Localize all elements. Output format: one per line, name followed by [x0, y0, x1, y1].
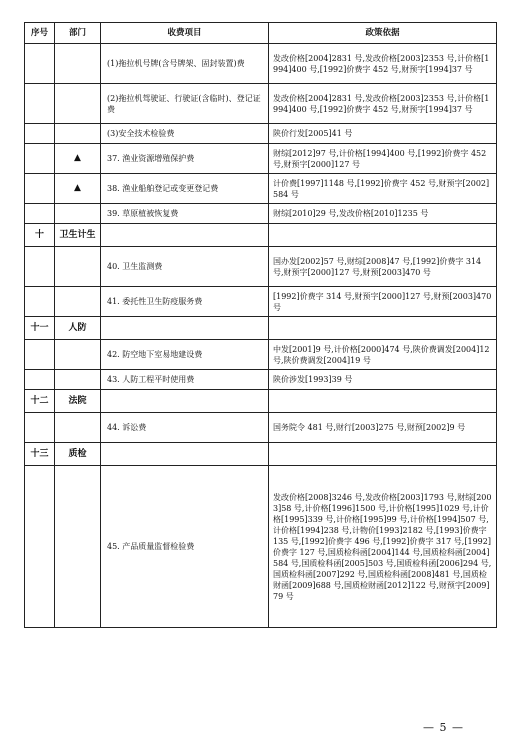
dept-cell: 卫生计生 — [55, 224, 101, 247]
table-body — [25, 44, 497, 628]
basis-cell: 财综[2012]97 号,计价格[1994]400 号,[1992]价费字 452 号,财预字[2000]127 号 — [269, 144, 497, 174]
section-row — [25, 390, 497, 413]
seq-cell — [25, 287, 55, 317]
header-seq: 序号 — [25, 23, 55, 44]
table-row — [25, 466, 497, 628]
table-row — [25, 144, 497, 174]
seq-cell — [25, 174, 55, 204]
item-cell: 43. 人防工程平时使用费 — [101, 370, 269, 390]
dept-cell — [55, 247, 101, 287]
dept-cell — [55, 287, 101, 317]
seq-cell — [25, 204, 55, 224]
item-cell: 39. 草原植被恢复费 — [101, 204, 269, 224]
seq-cell — [25, 144, 55, 174]
basis-cell — [269, 317, 497, 340]
header-dept: 部门 — [55, 23, 101, 44]
seq-cell — [25, 340, 55, 370]
basis-cell: 发改价格[2004]2831 号,发改价格[2003]2353 号,计价格[1994]400 号,[1992]价费字 452 号,财预字[1994]37 号 — [269, 84, 497, 124]
table-row — [25, 204, 497, 224]
basis-cell — [269, 224, 497, 247]
seq-cell: 十三 — [25, 443, 55, 466]
item-cell: 37. 渔业资源增殖保护费 — [101, 144, 269, 174]
table-row — [25, 247, 497, 287]
table-row — [25, 44, 497, 84]
seq-cell — [25, 466, 55, 628]
header-item: 收费项目 — [101, 23, 269, 44]
item-cell — [101, 317, 269, 340]
basis-cell: 财综[2010]29 号,发改价格[2010]1235 号 — [269, 204, 497, 224]
seq-cell — [25, 124, 55, 144]
item-cell: (1)拖拉机号牌(含号牌架、固封装置)费 — [101, 44, 269, 84]
section-row — [25, 317, 497, 340]
item-cell: 44. 诉讼费 — [101, 413, 269, 443]
table-row — [25, 370, 497, 390]
dept-cell — [55, 124, 101, 144]
seq-cell: 十二 — [25, 390, 55, 413]
seq-cell: 十 — [25, 224, 55, 247]
triangle-marker-icon: ▲ — [55, 144, 101, 174]
seq-cell — [25, 413, 55, 443]
section-row — [25, 443, 497, 466]
item-cell — [101, 390, 269, 413]
item-cell: 45. 产品质量监督检验费 — [101, 466, 269, 628]
basis-cell: 计价费[1997]1148 号,[1992]价费字 452 号,财预字[2002]584 号 — [269, 174, 497, 204]
basis-cell: 国务院令 481 号,财行[2003]275 号,财预[2002]9 号 — [269, 413, 497, 443]
item-cell: 38. 渔业船舶登记或变更登记费 — [101, 174, 269, 204]
dept-cell: 质检 — [55, 443, 101, 466]
basis-cell: 发改价格[2008]3246 号,发改价格[2003]1793 号,财综[2003]58 号,计价格[1996]1500 号,计价格[1995]1029 号,计价格[1995]339 号,计价格[1995]99 号,计价格[1994]507 号,计价格[1994]238 号,计物价[1993]2182 号,[1993]价费字 135 号,[1992]价费字 496 号,[1992]价费字 317 号,[1992]价费字 127 号,国质检科函[2004]144 号,国质检科函[2004]584 号,国质检科函[2005]503 号,国质检科函[2006]294 号,国质检科函[2007]292 号,国质检科函[2008]481 号,国质检财函[2009]688 号,国质检财函[2012]122 号,财预字[2009]79 号 — [269, 466, 497, 628]
dept-cell: 人防 — [55, 317, 101, 340]
table-row — [25, 174, 497, 204]
table-row — [25, 287, 497, 317]
basis-cell: 陕价涉发[1993]39 号 — [269, 370, 497, 390]
dept-cell — [55, 340, 101, 370]
basis-cell — [269, 390, 497, 413]
triangle-marker-icon: ▲ — [55, 174, 101, 204]
fee-table — [24, 22, 497, 628]
item-cell: 41. 委托性卫生防疫服务费 — [101, 287, 269, 317]
basis-cell: 发改价格[2004]2831 号,发改价格[2003]2353 号,计价格[1994]400 号,[1992]价费字 452 号,财预字[1994]37 号 — [269, 44, 497, 84]
seq-cell: 十一 — [25, 317, 55, 340]
header-basis: 政策依据 — [269, 23, 497, 44]
item-cell: (3)安全技术检验费 — [101, 124, 269, 144]
header-row — [25, 23, 497, 44]
table-row — [25, 124, 497, 144]
table-row — [25, 413, 497, 443]
dept-cell — [55, 370, 101, 390]
dept-cell — [55, 466, 101, 628]
seq-cell — [25, 84, 55, 124]
item-cell — [101, 224, 269, 247]
table-row — [25, 84, 497, 124]
basis-cell: 中发[2001]9 号,计价格[2000]474 号,陕价费调发[2004]12 号,陕价费调发[2004]19 号 — [269, 340, 497, 370]
seq-cell — [25, 370, 55, 390]
dept-cell — [55, 84, 101, 124]
seq-cell — [25, 44, 55, 84]
page-number: — 5 — — [423, 721, 464, 734]
table-row — [25, 340, 497, 370]
item-cell — [101, 443, 269, 466]
seq-cell — [25, 247, 55, 287]
dept-cell: 法院 — [55, 390, 101, 413]
section-row — [25, 224, 497, 247]
dept-cell — [55, 204, 101, 224]
basis-cell: 国办发[2002]57 号,财综[2008]47 号,[1992]价费字 314 号,财预字[2000]127 号,财预[2003]470 号 — [269, 247, 497, 287]
basis-cell: [1992]价费字 314 号,财预字[2000]127 号,财预[2003]470 号 — [269, 287, 497, 317]
dept-cell — [55, 413, 101, 443]
dept-cell — [55, 44, 101, 84]
item-cell: 40. 卫生监测费 — [101, 247, 269, 287]
basis-cell — [269, 443, 497, 466]
item-cell: 42. 防空地下室易地建设费 — [101, 340, 269, 370]
item-cell: (2)拖拉机驾驶证、行驶证(含临时)、登记证费 — [101, 84, 269, 124]
basis-cell: 陕价行发[2005]41 号 — [269, 124, 497, 144]
